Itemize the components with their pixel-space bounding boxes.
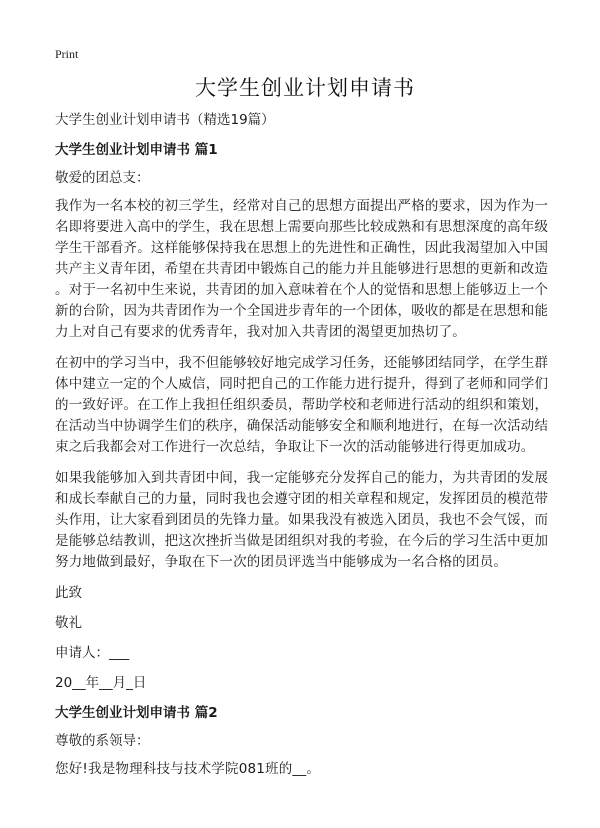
- paragraph-line: 力上对自己有要求的优秀青年，我对加入共青团的渴望更加热切了。: [55, 324, 466, 340]
- date-line: 20__年__月_日: [55, 675, 147, 691]
- section-heading: 大学生创业计划申请书 篇1: [55, 142, 218, 158]
- paragraph-line: 努力地做到最好，争取在下一次的团员评选当中能够成为一名合格的团员。: [55, 554, 508, 570]
- paragraph-line: 体中建立一定的个人威信，同时把自己的工作能力进行提升，得到了老师和同学们: [55, 376, 549, 392]
- paragraph-line: 名即将要进入高中的学生，我在思想上需要向那些比较成熟和有思想深度的高年级: [55, 219, 549, 235]
- paragraph: [55, 759, 555, 780]
- paragraph-line: 如果我能够加入到共青团中间，我一定能够充分发挥自己的能力，为共青团的发展: [55, 470, 549, 486]
- applicant-line: 申请人：___: [55, 645, 130, 661]
- paragraph-line: 在初中的学习当中，我不但能够较好地完成学习任务，还能够团结同学，在学生群: [55, 355, 549, 371]
- paragraph-line: 。对于一名初中生来说，共青团的加入意味着在个人的觉悟和思想上能够迈上一个: [55, 282, 549, 298]
- paragraph-line: 是能够总结教训，把这次挫折当做是团组织对我的考验，在今后的学习生活中更加: [55, 533, 549, 549]
- paragraph-line: 和成长奉献自己的力量，同时我也会遵守团的相关章程和规定，发挥团员的模范带: [55, 491, 549, 507]
- paragraph-line: 共产主义青年团，希望在共青团中锻炼自己的能力并且能够进行思想的更新和改造: [55, 261, 549, 277]
- paragraph: [55, 468, 555, 573]
- paragraph-line: 新的台阶，因为共青团作为一个全国进步青年的一个团体，吸收的都是在思想和能: [55, 303, 549, 319]
- salutation: 敬爱的团总支：: [55, 170, 150, 186]
- section-1: [55, 140, 555, 693]
- document-title: 大学生创业计划申请书: [195, 76, 415, 100]
- document-page: [55, 46, 555, 790]
- closing-line: 敬礼: [55, 615, 82, 631]
- closing-line: 此致: [55, 585, 82, 601]
- paragraph-line: 学生干部看齐。这样能够保持我在思想上的先进性和正确性，因此我渴望加入中国: [55, 240, 549, 256]
- section-heading: 大学生创业计划申请书 篇2: [55, 705, 218, 721]
- print-label[interactable]: Print: [55, 47, 79, 61]
- document-subtitle: 大学生创业计划申请书（精选19篇）: [55, 112, 275, 128]
- paragraph-line: 头作用，让大家看到团员的先锋力量。如果我没有被选入团员，我也不会气馁，而: [55, 512, 549, 528]
- paragraph-line: 您好!我是物理科技与技术学院081班的__。: [55, 761, 321, 777]
- salutation: 尊敬的系领导：: [55, 733, 150, 749]
- paragraph: [55, 353, 555, 458]
- section-2: [55, 703, 555, 780]
- paragraph-line: 在活动当中协调学生们的秩序，确保活动能够安全和顺利地进行，在每一次活动结: [55, 418, 549, 434]
- paragraph-line: 我作为一名本校的初三学生，经常对自己的思想方面提出严格的要求，因为作为一: [55, 198, 549, 214]
- paragraph: [55, 196, 555, 343]
- paragraph-line: 的一致好评。在工作上我担任组织委员，帮助学校和老师进行活动的组织和策划，: [55, 397, 549, 413]
- paragraph-line: 束之后我都会对工作进行一次总结，争取让下一次的活动能够进行得更加成功。: [55, 439, 535, 455]
